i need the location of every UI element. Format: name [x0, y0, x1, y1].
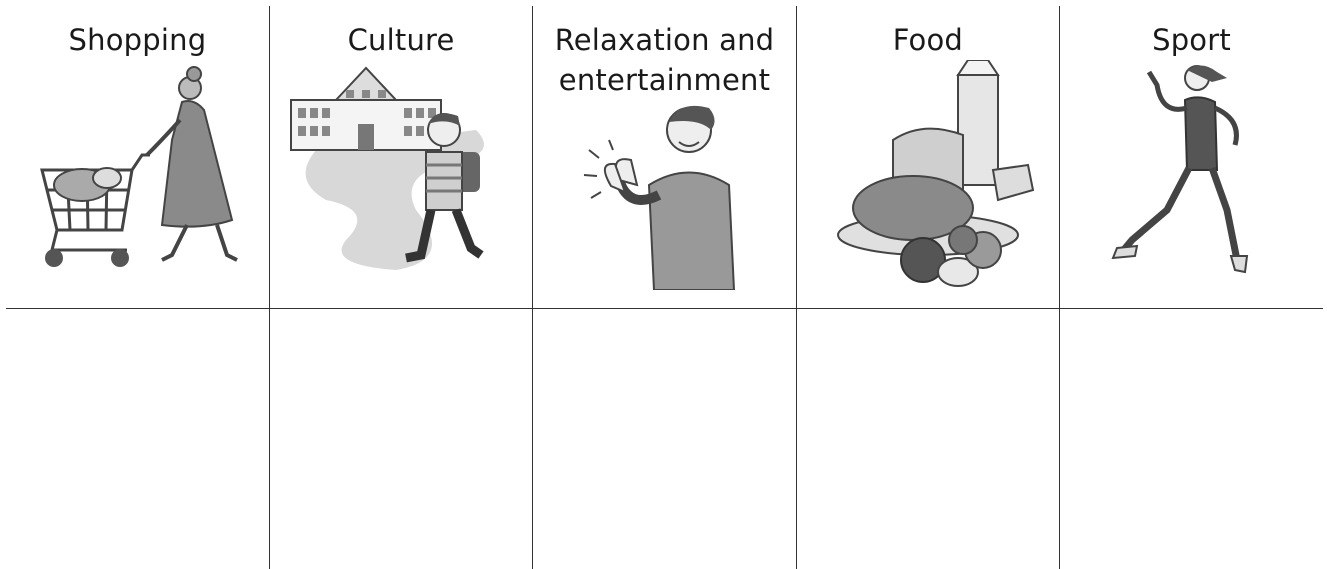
- column-relaxation: [533, 6, 796, 309]
- column-title-shopping: Shopping: [6, 20, 269, 60]
- column-culture: [269, 6, 532, 309]
- column-shopping: [6, 6, 269, 309]
- running-woman-icon: [1077, 60, 1307, 280]
- category-table: [6, 6, 1323, 569]
- answer-row: [6, 309, 1323, 569]
- column-title-relaxation: Relaxation and entertainment: [533, 20, 795, 100]
- column-title-food: Food: [797, 20, 1059, 60]
- column-food: [796, 6, 1059, 309]
- header-row: [6, 6, 1323, 309]
- answer-cell-culture[interactable]: [269, 309, 532, 569]
- answer-cell-relaxation[interactable]: [533, 309, 796, 569]
- column-sport: [1060, 6, 1323, 309]
- column-title-sport: Sport: [1060, 20, 1323, 60]
- column-title-culture: Culture: [270, 20, 532, 60]
- clapping-man-icon: [549, 100, 779, 290]
- shopping-trolley-woman-icon: [22, 60, 252, 280]
- food-groceries-icon: [813, 60, 1043, 290]
- answer-cell-sport[interactable]: [1060, 309, 1323, 569]
- answer-cell-shopping[interactable]: [6, 309, 269, 569]
- answer-cell-food[interactable]: [796, 309, 1059, 569]
- school-boy-icon: [286, 60, 516, 280]
